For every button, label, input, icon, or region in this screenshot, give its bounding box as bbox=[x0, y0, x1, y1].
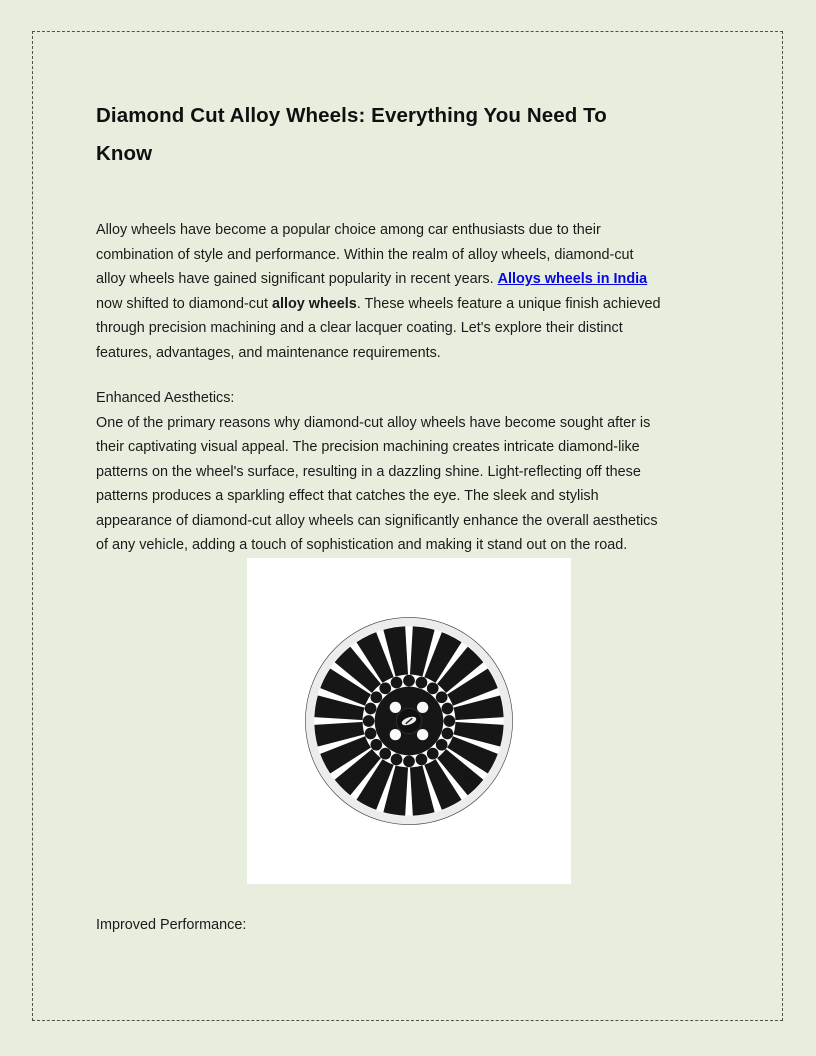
center-cap bbox=[396, 708, 421, 733]
alloy-wheel-image bbox=[247, 558, 571, 884]
text-line: Alloy wheels have become a popular choice among car enthusiasts due to their bbox=[96, 222, 601, 238]
page-content bbox=[96, 0, 722, 937]
text-line: features, advantages, and maintenance requirements. bbox=[96, 344, 441, 361]
text-line: their captivating visual appeal. The precision machining creates intricate diamond-like bbox=[96, 439, 640, 455]
valve-stem-dot bbox=[465, 774, 473, 782]
section-heading-enhanced-aesthetics: Enhanced Aesthetics: bbox=[96, 390, 235, 406]
text-line bbox=[96, 267, 722, 292]
wheel-hub bbox=[375, 686, 444, 755]
text-line: combination of style and performance. Within the realm of alloy wheels, diamond-cut bbox=[96, 246, 634, 263]
title-line-2: Know bbox=[96, 142, 153, 165]
text-line: appearance of diamond-cut alloy wheels can significantly enhance the overall aesthetics bbox=[96, 512, 658, 529]
text-line: through precision machining and a clear lacquer coating. Let's explore their distinct bbox=[96, 320, 623, 336]
text-segment: now shifted to diamond-cut bbox=[96, 295, 272, 312]
text-line: of any vehicle, adding a touch of sophistication and making it stand out on the road. bbox=[96, 537, 628, 553]
text-line: One of the primary reasons why diamond-cut alloy wheels have become sought after is bbox=[96, 414, 651, 431]
text-line bbox=[96, 292, 722, 317]
bold-text-segment: alloy wheels bbox=[271, 295, 357, 312]
enhanced-aesthetics-section bbox=[96, 386, 722, 558]
improved-performance-section bbox=[96, 913, 722, 938]
text-segment: alloy wheels have gained significant popularity in recent years. bbox=[96, 271, 498, 287]
text-segment: . These wheels feature a unique finish achieved bbox=[356, 295, 661, 312]
page-title bbox=[96, 0, 722, 173]
alloy-wheel-graphic bbox=[303, 615, 515, 827]
text-line: patterns produces a sparkling effect that catches the eye. The sleek and stylish bbox=[96, 488, 599, 504]
intro-paragraph bbox=[96, 218, 722, 365]
title-line-1: Diamond Cut Alloy Wheels: Everything You Need To bbox=[96, 104, 607, 127]
alloys-wheels-in-india-link[interactable]: Alloys wheels in India bbox=[497, 271, 648, 287]
section-heading-improved-performance: Improved Performance: bbox=[96, 916, 247, 933]
text-line: patterns on the wheel's surface, resulting in a dazzling shine. Light-reflecting off these bbox=[96, 463, 641, 480]
